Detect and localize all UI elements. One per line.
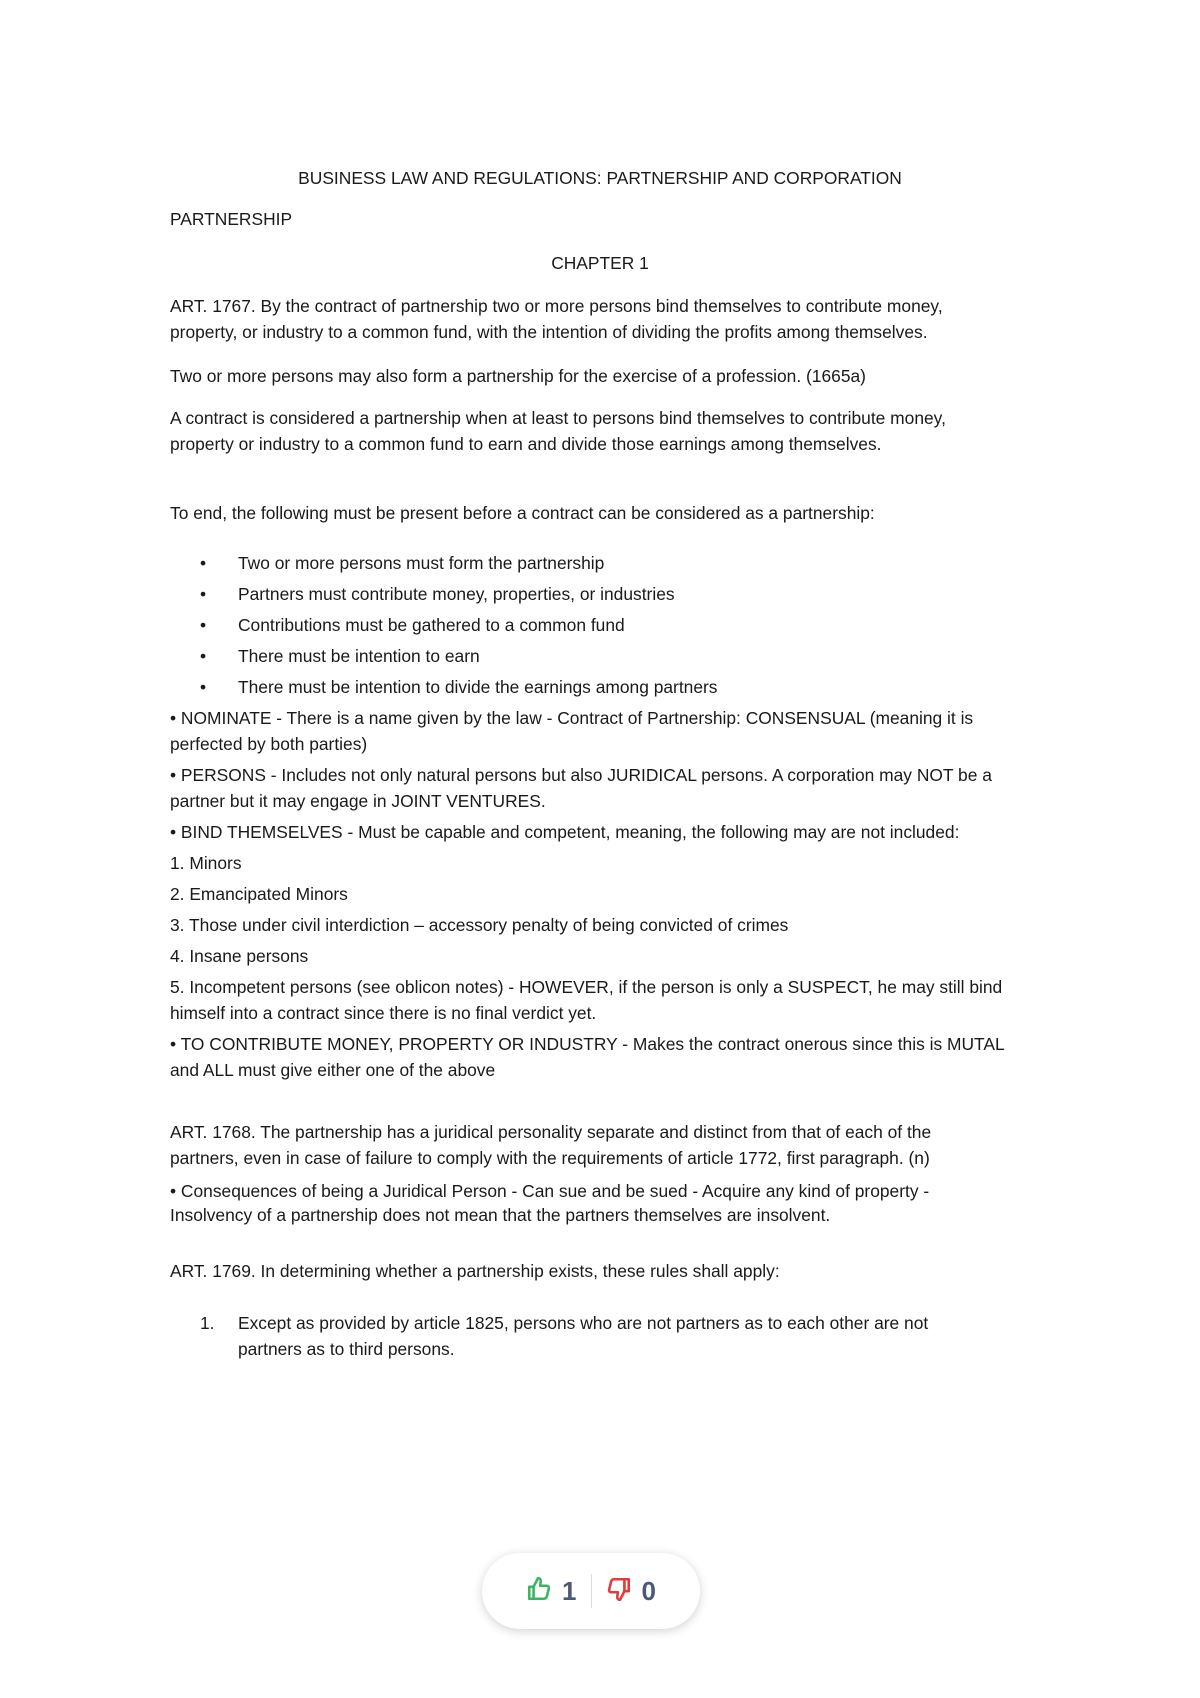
section-heading: PARTNERSHIP bbox=[170, 209, 293, 229]
art-1767-line2: property, or industry to a common fund, with the intention of dividing the profits among themselves. bbox=[170, 322, 928, 342]
incapacity-item: 2. Emancipated Minors bbox=[170, 884, 348, 904]
juridical-line1: • Consequences of being a Juridical Person - Can sue and be sued - Acquire any kind of property - bbox=[170, 1181, 930, 1201]
explanation-line2: property or industry to a common fund to earn and divide those earnings among themselves. bbox=[170, 434, 882, 454]
art-1767-line1: ART. 1767. By the contract of partnership two or more persons bind themselves to contribute money, bbox=[170, 296, 943, 316]
art-1767-paragraph2: Two or more persons may also form a partnership for the exercise of a profession. (1665a) bbox=[170, 366, 866, 386]
bullet-icon: • bbox=[200, 584, 207, 604]
art-1769: ART. 1769. In determining whether a partnership exists, these rules shall apply: bbox=[170, 1261, 780, 1281]
explanation-line1: A contract is considered a partnership when at least to persons bind themselves to contribute money, bbox=[170, 408, 946, 428]
upvote-button[interactable] bbox=[512, 1576, 590, 1607]
upvote-count: 1 bbox=[562, 1575, 577, 1606]
art-1768-line2: partners, even in case of failure to comply with the requirements of article 1772, first paragraph. (n) bbox=[170, 1148, 930, 1168]
bullet-icon: • bbox=[200, 646, 207, 666]
juridical-line2: Insolvency of a partnership does not mean that the partners themselves are insolvent. bbox=[170, 1205, 831, 1225]
document-title: BUSINESS LAW AND REGULATIONS: PARTNERSHIP AND CORPORATION bbox=[298, 168, 902, 188]
incompetent-line1: 5. Incompetent persons (see oblicon notes) - HOWEVER, if the person is only a SUSPECT, he may still bind bbox=[170, 977, 1003, 997]
downvote-count: 0 bbox=[641, 1575, 656, 1606]
incapacity-item: 1. Minors bbox=[170, 853, 242, 873]
downvote-button[interactable] bbox=[592, 1576, 670, 1607]
bullet-icon: • bbox=[200, 553, 207, 573]
incapacity-item: 3. Those under civil interdiction – accessory penalty of being convicted of crimes bbox=[170, 915, 789, 935]
bind-themselves: • BIND THEMSELVES - Must be capable and competent, meaning, the following may are not included: bbox=[170, 822, 960, 842]
requisites-intro: To end, the following must be present before a contract can be considered as a partnership: bbox=[170, 503, 875, 523]
thumbs-up-icon bbox=[526, 1576, 552, 1607]
contribute-line1: • TO CONTRIBUTE MONEY, PROPERTY OR INDUSTRY - Makes the contract onerous since this is MUTAL bbox=[170, 1034, 1005, 1054]
persons-line2: partner but it may engage in JOINT VENTURES. bbox=[170, 791, 546, 811]
nominate-line1: • NOMINATE - There is a name given by the law - Contract of Partnership: CONSENSUAL (meaning it is bbox=[170, 708, 974, 728]
vote-widget bbox=[482, 1553, 700, 1629]
nominate-line2: perfected by both parties) bbox=[170, 734, 368, 754]
document-page: BUSINESS LAW AND REGULATIONS: PARTNERSHIP AND CORPORATION PARTNERSHIP CHAPTER 1 ART. 1767. By the contract of partnership two or more persons bind themselves to contribute money, property, or industry to a common fund, with the intention of dividing the profits among themselves. Two or more persons may also form a partnership for the exercise of a profession. (1665a) A contract is considered a partnership when at least to persons bind themselves to contribute money, property or industry to a common fund to earn and divide those earnings among themselves. To end, the following must be present before a contract can be considered as a partnership: • Two or more persons must form the partnership • Partners must contribute money, properties, or industries • Contributions must be gathered to a common fund • There must be intention to earn • There must be intention to divide the earnings among partners • NOMINATE - There is a name given by the law - Contract of Partnership: CONSENSUAL (meaning it is perfected by both parties) • PERSONS - Includes not only natural persons but also JURIDICAL persons. A corporation may NOT be a partner but it may engage in JOINT VENTURES. • BIND THEMSELVES - Must be capable and competent, meaning, the following may are not included: 1. Minors 2. Emancipated Minors 3. Those under civil interdiction – accessory penalty of being convicted of crimes 4. Insane persons 5. Incompetent persons (see oblicon notes) - HOWEVER, if the person is only a SUSPECT, he may still bind himself into a contract since there is no final verdict yet. • TO CONTRIBUTE MONEY, PROPERTY OR INDUSTRY - Makes the contract onerous since this is MUTAL and ALL must give either one of the above ART. 1768. The partnership has a juridical personality separate and distinct from that of each of the partners, even in case of failure to comply with the requirements of article 1772, first paragraph. (n) • Consequences of being a Juridical Person - Can sue and be sued - Acquire any kind of property - Insolvency of a partnership does not mean that the partners themselves are insolvent. ART. 1769. In determining whether a partnership exists, these rules shall apply: 1. Except as provided by article 1825, persons who are not partners as to each other are not partners as to third persons. bbox=[0, 0, 1200, 1698]
persons-line1: • PERSONS - Includes not only natural persons but also JURIDICAL persons. A corporation may NOT be a bbox=[170, 765, 992, 785]
art-1768-line1: ART. 1768. The partnership has a juridical personality separate and distinct from that of each of the bbox=[170, 1122, 932, 1142]
incompetent-line2: himself into a contract since there is no final verdict yet. bbox=[170, 1003, 597, 1023]
bullet-icon: • bbox=[200, 677, 207, 697]
thumbs-down-icon bbox=[606, 1576, 632, 1607]
bullet-icon: • bbox=[200, 615, 207, 635]
incapacity-item: 4. Insane persons bbox=[170, 946, 309, 966]
contribute-line2: and ALL must give either one of the above bbox=[170, 1060, 496, 1080]
chapter-heading: CHAPTER 1 bbox=[551, 253, 649, 273]
